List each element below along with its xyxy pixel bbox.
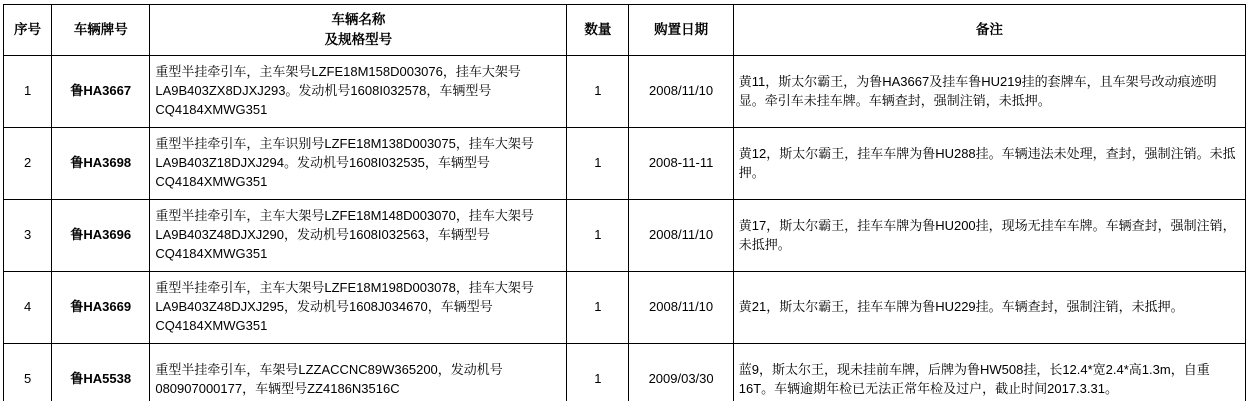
column-header-date: 购置日期: [629, 5, 733, 56]
column-header-plate: 车辆牌号: [52, 5, 150, 56]
cell-seq: 4: [4, 272, 52, 344]
cell-name: 重型半挂牵引车，车架号LZZACCNC89W365200，发动机号080907000177，车辆型号ZZ4186N3516C: [150, 344, 567, 401]
cell-date: 2008/11/10: [629, 56, 733, 128]
cell-seq: 5: [4, 344, 52, 401]
cell-qty: 1: [567, 200, 629, 272]
cell-remark: 黄11，斯太尔霸王，为鲁HA3667及挂车鲁HU219挂的套牌车，且车架号改动痕迹明显。牵引车未挂车牌。车辆查封，强制注销，未抵押。: [733, 56, 1245, 128]
table-header-row: [4, 5, 1246, 56]
cell-name: 重型半挂牵引车，主车大架号LZFE18M198D003078，挂车大架号LA9B403Z48DJXJ295，发动机号1608J034670，车辆型号CQ4184XMWG351: [150, 272, 567, 344]
column-header-name-line1: 车辆名称: [331, 12, 386, 28]
cell-plate: 鲁HA3669: [52, 272, 150, 344]
cell-plate: 鲁HA3698: [52, 128, 150, 200]
table-body: [4, 56, 1246, 401]
cell-seq: 1: [4, 56, 52, 128]
cell-seq: 2: [4, 128, 52, 200]
cell-remark: 黄21，斯太尔霸王，挂车车牌为鲁HU229挂。车辆查封，强制注销，未抵押。: [733, 272, 1245, 344]
table-row: [4, 344, 1246, 401]
cell-plate: 鲁HA5538: [52, 344, 150, 401]
cell-qty: 1: [567, 344, 629, 401]
cell-date: 2009/03/30: [629, 344, 733, 401]
cell-qty: 1: [567, 128, 629, 200]
table-row: [4, 200, 1246, 272]
cell-remark: 黄12，斯太尔霸王，挂车车牌为鲁HU288挂。车辆违法未处理，查封，强制注销。未抵押。: [733, 128, 1245, 200]
cell-date: 2008/11/10: [629, 200, 733, 272]
cell-qty: 1: [567, 272, 629, 344]
table-header: [4, 5, 1246, 56]
table-row: [4, 272, 1246, 344]
column-header-seq: 序号: [4, 5, 52, 56]
cell-name: 重型半挂牵引车，主车大架号LZFE18M148D003070，挂车大架号LA9B403Z48DJXJ290，发动机号1608I032563，车辆型号CQ4184XMWG351: [150, 200, 567, 272]
cell-date: 2008/11/10: [629, 272, 733, 344]
vehicle-table: [3, 4, 1246, 401]
column-header-qty: 数量: [567, 5, 629, 56]
column-header-name-line2: 及规格型号: [324, 32, 393, 47]
cell-seq: 3: [4, 200, 52, 272]
cell-plate: 鲁HA3696: [52, 200, 150, 272]
column-header-name: [150, 5, 567, 56]
cell-qty: 1: [567, 56, 629, 128]
cell-date: 2008-11-11: [629, 128, 733, 200]
cell-name: 重型半挂牵引车，主车识别号LZFE18M138D003075，挂车大架号LA9B403Z18DJXJ294。发动机号1608I032535，车辆型号CQ4184XMWG351: [150, 128, 567, 200]
cell-remark: 蓝9，斯太尔王，现未挂前车牌，后牌为鲁HW508挂，长12.4*宽2.4*高1.3m，自重16T。车辆逾期年检已无法正常年检及过户，截止时间2017.3.31。: [733, 344, 1245, 401]
cell-name: 重型半挂牵引车，主车架号LZFE18M158D003076，挂车大架号LA9B403ZX8DJXJ293。发动机号1608I032578，车辆型号CQ4184XMWG351: [150, 56, 567, 128]
cell-remark: 黄17，斯太尔霸王，挂车车牌为鲁HU200挂，现场无挂车车牌。车辆查封，强制注销，未抵押。: [733, 200, 1245, 272]
column-header-remark: 备注: [733, 5, 1245, 56]
table-row: [4, 56, 1246, 128]
cell-plate: 鲁HA3667: [52, 56, 150, 128]
table-row: [4, 128, 1246, 200]
